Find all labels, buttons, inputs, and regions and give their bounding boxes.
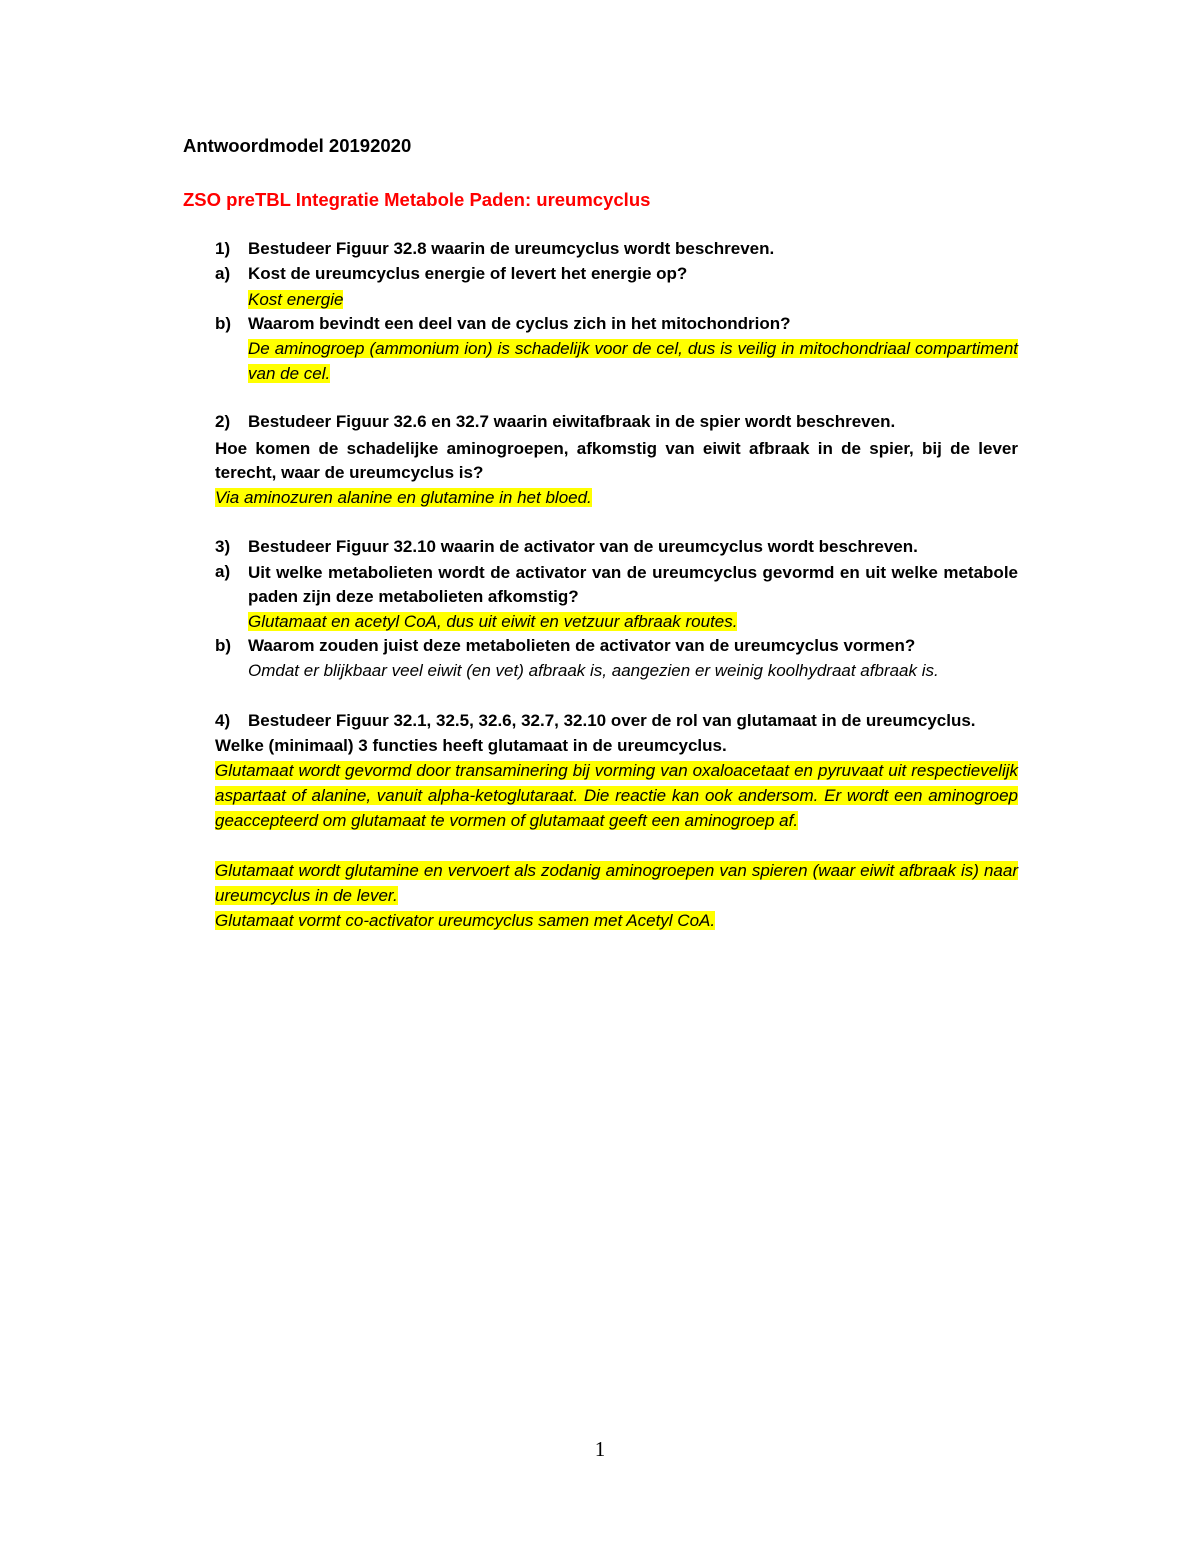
answer-4-part-1	[215, 758, 1018, 833]
answer-3a	[248, 609, 737, 634]
question-3a-label: a)	[215, 562, 231, 581]
answer-3a-text: Glutamaat en acetyl CoA, dus uit eiwit en vetzuur afbraak routes.	[248, 612, 738, 631]
answer-4-part-3-text: Glutamaat vormt co-activator ureumcyclus samen met Acetyl CoA.	[215, 911, 716, 930]
question-3a-text: Uit welke metabolieten wordt de activator van de ureumcyclus gevormd en uit welke metabole paden zijn deze metabolieten afkomstig?	[248, 563, 1018, 606]
question-1a-label: a)	[215, 264, 231, 283]
question-3b-text: Waarom zouden juist deze metabolieten de activator van de ureumcyclus vormen?	[248, 636, 916, 655]
question-1a-text: Kost de ureumcyclus energie of levert het energie op?	[248, 264, 688, 283]
answer-4-part-3	[215, 908, 715, 933]
question-4-number: 4)	[215, 711, 231, 730]
question-1b-label: b)	[215, 314, 232, 333]
answer-4-part-1-text: Glutamaat wordt gevormd door transaminering bij vorming van oxaloacetaat en pyruvaat uit respectievelijk aspartaat of alanine, vanuit alpha-ketoglutaraat. Die reactie kan ook andersom. Er wordt een aminogroep geaccepteerd om glutamaat te vormen of glutamaat geeft een aminogroep af.	[215, 761, 1018, 830]
answer-2-text: Via aminozuren alanine en glutamine in het bloed.	[215, 488, 592, 507]
document-subtitle: ZSO preTBL Integratie Metabole Paden: ureumcyclus	[183, 189, 651, 210]
document-title: Antwoordmodel 20192020	[183, 135, 412, 156]
question-3-prompt: Bestudeer Figuur 32.10 waarin de activator van de ureumcyclus wordt beschreven.	[248, 537, 918, 556]
question-4-text: Welke (minimaal) 3 functies heeft glutamaat in de ureumcyclus.	[215, 736, 727, 755]
question-1-prompt: Bestudeer Figuur 32.8 waarin de ureumcyclus wordt beschreven.	[248, 239, 775, 258]
answer-3b-text: Omdat er blijkbaar veel eiwit (en vet) afbraak is, aangezien er weinig koolhydraat afbraak is.	[248, 661, 939, 680]
answer-2	[215, 485, 592, 510]
question-2-text: Hoe komen de schadelijke aminogroepen, afkomstig van eiwit afbraak in de spier, bij de lever terecht, waar de ureumcyclus is?	[215, 439, 1018, 482]
answer-4-part-2-text: Glutamaat wordt glutamine en vervoert als zodanig aminogroepen van spieren (waar eiwit afbraak is) naar ureumcyclus in de lever.	[215, 861, 1018, 905]
question-1-number: 1)	[215, 239, 231, 258]
page-number: 1	[594, 1437, 606, 1461]
answer-4-part-2	[215, 858, 1018, 908]
question-4-prompt: Bestudeer Figuur 32.1, 32.5, 32.6, 32.7, 32.10 over de rol van glutamaat in de ureumcyclus.	[248, 711, 976, 730]
question-1b-text: Waarom bevindt een deel van de cyclus zich in het mitochondrion?	[248, 314, 791, 333]
answer-1b	[248, 336, 1018, 386]
answer-1a	[248, 287, 343, 312]
question-3-number: 3)	[215, 537, 231, 556]
question-2-number: 2)	[215, 412, 231, 431]
question-2-prompt: Bestudeer Figuur 32.6 en 32.7 waarin eiwitafbraak in de spier wordt beschreven.	[248, 412, 896, 431]
answer-1b-text: De aminogroep (ammonium ion) is schadelijk voor de cel, dus is veilig in mitochondriaal compartiment van de cel.	[248, 339, 1018, 383]
question-3b-label: b)	[215, 636, 232, 655]
answer-1a-text: Kost energie	[248, 290, 344, 309]
